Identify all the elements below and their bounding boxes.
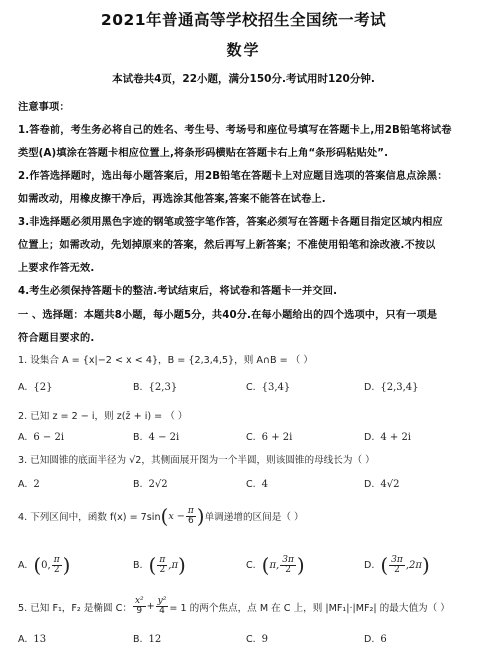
question-1-stem: 1. 设集合 A = {x|−2 < x < 4}，B = {2,3,4,5}，则 A∩B = （ ） xyxy=(18,355,313,366)
section-heading: 一 、选择题：本题共8小题，每小题5分，共40分.在每小题给出的四个选项中，只有一项是 xyxy=(18,310,438,321)
question-2-options xyxy=(18,420,473,454)
option-d: D. 4 + 2i xyxy=(364,431,412,443)
question-3-options xyxy=(18,467,473,501)
pi-over-6-fraction: $\frac{\pi}{6}$ xyxy=(187,505,194,526)
note-line: 1.答卷前，考生务必将自己的姓名、考生号、考场号和座位号填写在答题卡上,用2B铅笔将试卷 xyxy=(18,125,452,136)
option-a: A. 6 − 2i xyxy=(18,431,65,443)
y-squared-over-4: $\frac{\text{y²}}{4}$ xyxy=(157,596,167,616)
option-a: A. 2 xyxy=(18,478,40,490)
x-squared-over-9: $\frac{\text{x²}}{9}$ xyxy=(134,596,144,616)
question-5-options xyxy=(18,628,473,650)
question-2-stem: 2. 已知 z = 2 − i，则 z(z̄ + i) = （ ） xyxy=(18,411,188,422)
note-line: 如需改动，用橡皮擦干净后，再选涂其他答案,答案不能答在试卷上. xyxy=(18,194,326,205)
option-a: A. {2} xyxy=(18,381,53,393)
note-line: 3.非选择题必须用黑色字迹的钢笔或签字笔作答，答案必须写在答题卡各题目指定区域内相应 xyxy=(18,217,443,228)
option-c: C. 6 + 2i xyxy=(246,431,293,443)
option-a: A. 13 xyxy=(18,633,47,645)
exam-subject: 数学 xyxy=(226,41,261,59)
exam-title: 2021年普通高等学校招生全国统一考试 xyxy=(100,11,387,29)
option-c: C. {3,4} xyxy=(246,381,291,393)
note-line: 位置上；如需改动，先划掉原来的答案，然后再写上新答案；不准使用铅笔和涂改液.不按以 xyxy=(18,240,436,251)
option-d: D. ( $\frac{3\pi}{2}$ ,2π ) xyxy=(364,553,430,577)
question-1-options xyxy=(18,370,473,404)
right-paren: ) xyxy=(196,504,205,528)
notes-heading: 注意事项： xyxy=(18,102,70,113)
note-line: 类型(A)填涂在答题卡相应位置上,将条形码横贴在答题卡右上角“条形码粘贴处”. xyxy=(18,148,389,159)
option-d: D. 6 xyxy=(364,633,387,645)
note-line: 2.作答选择题时，选出每小题答案后，用2B铅笔在答题卡上对应题目选项的答案信息点涂黑： xyxy=(18,171,448,182)
option-d: D. {2,3,4} xyxy=(364,381,419,393)
option-b: B. {2,3} xyxy=(133,381,178,393)
note-line: 4.考生必须保持答题卡的整洁.考试结束后，将试卷和答题卡一并交回. xyxy=(18,286,338,297)
option-c: C. 4 xyxy=(246,478,269,490)
option-b: B. 4 − 2i xyxy=(133,431,180,443)
option-b: B. ( $\frac{\pi}{2}$ ,π ) xyxy=(133,553,186,577)
question-4-options xyxy=(18,548,473,582)
option-c: C. ( π, $\frac{3\pi}{2}$ ) xyxy=(246,553,305,577)
option-b: B. 2√2 xyxy=(133,478,168,490)
option-d: D. 4√2 xyxy=(364,478,400,490)
question-5-stem: 5. 已知 F₁，F₂ 是椭圆 C： $\frac{\text{x²}}{9}$ + $\frac{\text{y²}}{4}$ = 1 的两个焦点，点 M 在 C 上，则 |MF₁|·|MF₂| 的最大值为（ ） xyxy=(18,596,450,616)
section-heading-cont: 符合题目要求的. xyxy=(18,333,95,344)
exam-info: 本试卷共4页，22小题，满分150分.考试用时120分钟. xyxy=(112,73,375,85)
question-4-stem: 4. 下列区间中，函数 f(x) = 7sin ( x − $\frac{\pi}{6}$ ) 单调递增的区间是（ ） xyxy=(18,504,304,528)
option-c: C. 9 xyxy=(246,633,269,645)
option-b: B. 12 xyxy=(133,633,162,645)
question-3-stem: 3. 已知圆锥的底面半径为 √2，其侧面展开图为一个半圆，则该圆锥的母线长为（ ） xyxy=(18,455,375,466)
option-a: A. ( 0, $\frac{\pi}{2}$ ) xyxy=(18,553,71,577)
note-line: 上要求作答无效. xyxy=(18,263,95,274)
left-paren: ( xyxy=(160,504,169,528)
